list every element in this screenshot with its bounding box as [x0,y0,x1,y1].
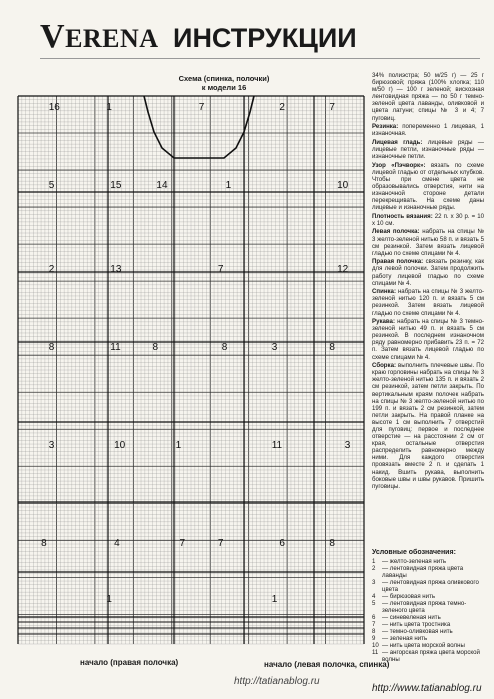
paragraph-gauge: Плотность вязания: 22 п. х 30 р. = 10 х 10 см. [372,212,484,227]
legend [372,549,486,663]
legend-item-number: 6 [372,614,376,621]
chart-color-number: 1 [175,440,182,451]
legend-item-number: 7 [372,621,376,628]
legend-item-number: 9 [372,635,376,642]
chart-color-number: 8 [329,342,335,353]
paragraph-left-front: Левая полочка: набрать на спицы № 3 желто-зеленой нитью 58 п. и вязать 5 см резинкой. Затем вязать лицевой гладью по схеме спицами № 4. [372,228,484,257]
legend-item [372,579,486,593]
chart-color-number: 3 [271,342,278,353]
chart-color-number: 13 [110,264,122,275]
legend-item [372,642,486,649]
chart-color-number: 8 [221,342,228,353]
knitting-chart [14,72,366,660]
chart-color-number: 10 [114,440,126,451]
chart-color-number: 8 [152,342,159,353]
chart-color-number: 11 [110,342,121,353]
chart-color-number: 8 [329,538,335,549]
legend-list [372,558,486,663]
paragraph-stockinette: Лицевая гладь: лицевые ряды — лицевые петли, изнаночные ряды — изнаночные петли. [372,138,484,161]
legend-item [372,628,486,635]
legend-item-text: — синевеленая нить [382,614,441,621]
chart-color-number: 7 [329,102,335,113]
footer-url: http://www.tatianablog.ru [372,683,482,694]
legend-item-text: — бирюзовая нить [382,593,436,600]
chart-color-number: 7 [198,102,205,113]
legend-item [372,635,486,642]
paragraph-rib: Резинка: попеременно 1 лицевая, 1 изнаночная. [372,123,484,138]
legend-item [372,558,486,565]
chart-color-number: 1 [106,102,112,113]
header-divider [40,58,480,59]
chart-color-number: 3 [48,440,55,451]
paragraph-sleeves: Рукава: набрать на спицы № 3 темно-зеленой нитью 49 п. и вязать 5 см резинкой. В последнем изнаночном ряду равномерно прибавить 23 п. = 72 п. Затем вязать лицевой гладью по схеме спицами № 4. [372,318,484,361]
paragraph-back: Спинка: набрать на спицы № 3 желто-зеленой нитью 120 п. и вязать 5 см резинкой. Затем вязать лицевой гладью по схеме спицами № 4. [372,288,484,317]
page-header [40,18,460,54]
chart-color-number: 4 [114,538,120,549]
chart-color-number: 12 [337,264,349,275]
chart-color-number: 7 [217,538,224,549]
paragraph-right-front: Правая полочка: связать резинку, как для левой полочки. Затем продолжить работу лицевой гладью по схеме спицами № 4. [372,258,484,287]
chart-color-number: 10 [337,180,349,191]
legend-item-text: — лентовидная пряжа оливкового цвета [382,579,479,593]
paragraph-patchwork: Узор «Пэчворк»: вязать по схеме лицевой гладью от отдельных клубков. Чтобы при смене цвета не образовывались отверстия, нити на изнаночной стороне детали перекрещивать. На схеме даны лицевые и изнаночные ряды. [372,161,484,212]
instructions-text [372,72,484,491]
chart-grid [14,72,366,660]
legend-item [372,593,486,600]
legend-item-number: 5 [372,600,376,607]
start-label-right-front: начало (правая полочка) [80,658,179,667]
chart-color-number: 7 [179,538,186,549]
legend-item-text: — ангорская пряжа цвета морской волны [382,649,480,663]
legend-item [372,621,486,628]
chart-color-number: 11 [271,440,283,451]
legend-item-text: — нить цвета тростника [382,621,451,628]
chart-color-number: 5 [48,180,55,191]
legend-item [372,614,486,621]
legend-item-text: — зеленая нить [382,635,428,642]
chart-caption: Схема (спинка, полочки) к модели 16 [178,74,270,92]
watermark: http://tatianablog.ru [234,676,320,687]
legend-item-number: 3 [372,579,376,586]
legend-item-number: 1 [372,558,376,565]
chart-color-number: 8 [48,342,55,353]
start-label-left-front-back: начало (левая полочка, спинка) [264,660,390,669]
legend-item-text: — желто-зеленая нить [382,558,447,565]
chart-color-number: 7 [217,264,224,275]
legend-item-number: 10 [372,642,379,649]
legend-item [372,600,486,614]
page-title: ИНСТРУКЦИИ [173,23,357,53]
chart-color-number: 2 [48,264,55,275]
legend-item-number: 8 [372,628,376,635]
legend-item-text: — темно-оливковая нить [382,628,453,635]
legend-item-text: — лентовидная пряжа цвета лаванды [382,565,464,579]
legend-item-text: — лентовидная пряжа темно-зеленого цвета [382,600,467,614]
legend-item [372,565,486,579]
legend-item-number: 11 [372,649,379,656]
legend-title: Условные обозначения: [372,549,456,556]
chart-color-number: 8 [41,538,47,549]
chart-color-number: 1 [271,594,278,605]
legend-item-number: 4 [372,593,376,600]
chart-color-number: 1 [225,180,232,191]
chart-color-number: 14 [156,180,168,191]
paragraph-assembly: Сборка: выполнить плечевые швы. По краю горловины набрать на спицы № 3 желто-зеленой нитью 135 п. и вязать 2 см резинкой, затем петли закрыть. По вертикальным краям полочек набрать на спицы № 3 желто-зеленой нитью по 199 п. и вязать 2 см резинкой, затем петли закрыть. На правой планке на высоте 1 см выполнить 7 отверстий для пуговиц: первое и последнее отверстие — на расстоянии 2 см от края, остальные отверстия распределить равномерно между ними. Для каждого отверстия провязать вместе 2 п. и сделать 1 накид. Вшить рукава, выполнить боковые швы и швы рукавов. Пришить пуговицы. [372,362,485,490]
chart-color-number: 15 [110,180,122,191]
chart-color-number: 16 [48,102,60,113]
chart-color-number: 6 [279,538,285,549]
chart-color-number: 2 [279,102,285,113]
paragraph-materials: 34% полиэстра; 50 м/25 г) — 25 г бирюзовой; пряжа (100% хлопка; 110 м/50 г) — 100 г зеленой; вискозная лентовидная пряжа — по 50 г темно-зеленой цвета лаванды, оливковой и цвета латуни; спицы № 3 и 4; 7 пуговиц. [372,72,484,122]
legend-item [372,649,486,663]
chart-color-number: 3 [344,440,351,451]
legend-item-number: 2 [372,565,376,572]
brand-logo: VERENA [40,18,159,55]
chart-color-number: 1 [106,594,112,605]
legend-item-text: — нить цвета морской волны [382,642,465,649]
